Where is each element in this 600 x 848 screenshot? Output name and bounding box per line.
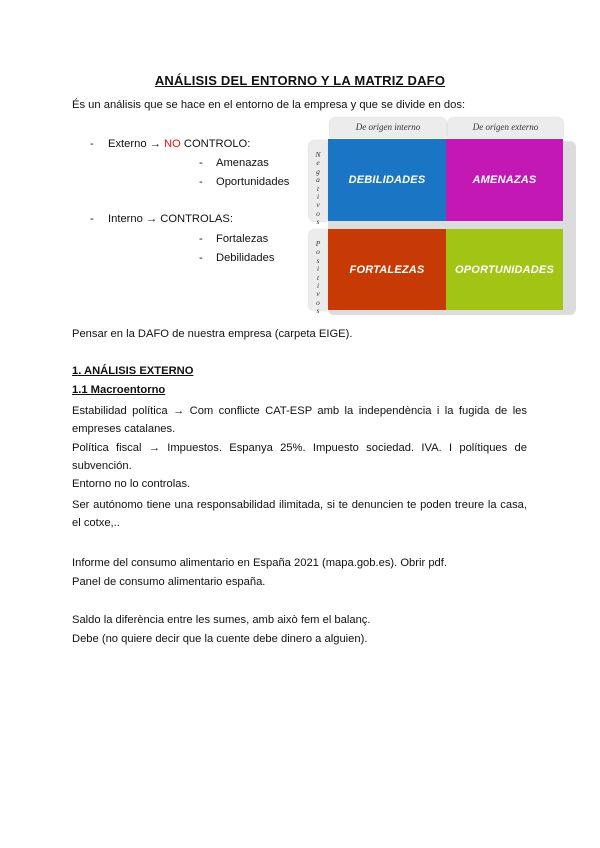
paragraph-saldo: Saldo la diferència entre les sumes, amb això fem el balanç.: [72, 614, 371, 626]
paragraph-panel: Panel de consumo alimentario españa.: [72, 576, 266, 588]
dafo-row-header-negative: [309, 141, 327, 227]
list-bullet-externo: -: [90, 138, 94, 150]
list-item-oportunidades: Oportunidades: [216, 176, 290, 188]
dafo-cell-oportunidades: OPORTUNIDADES: [446, 229, 563, 310]
section-heading: 1. ANÁLISIS EXTERNO: [72, 365, 194, 377]
list-item-debilidades: Debilidades: [216, 252, 275, 264]
paragraph-debe: Debe (no quiere decir que la cuente debe dinero a alguien).: [72, 633, 368, 645]
dafo-cell-amenazas: AMENAZAS: [446, 139, 563, 221]
externo-highlight: NO: [163, 138, 181, 150]
dafo-cell-fortalezas: FORTALEZAS: [328, 229, 446, 310]
list-bullet: -: [199, 176, 203, 188]
list-bullet: -: [199, 233, 203, 245]
paragraph-autonomo: Ser autónomo tiene una responsabilidad ilimitada, si te denuncien te poden treure la casa, el cotxe,..: [72, 499, 527, 529]
dafo-matrix: [306, 115, 576, 315]
pensar-text: Pensar en la DAFO de nuestra empresa (carpeta EIGE).: [72, 328, 353, 340]
subsection-heading: 1.1 Macroentorno: [72, 384, 166, 396]
list-bullet-interno: -: [90, 213, 94, 225]
intro-text: És un análisis que se hace en el entorno de la empresa y que se divide en dos:: [72, 99, 466, 111]
dafo-col-header-internal: De origen interno: [330, 118, 446, 137]
dafo-row-header-positive: [309, 230, 327, 316]
paragraph-estabilidad: Estabilidad política → Com conflicte CAT-ESP amb la independència i la fugida de les empreses catalanes.: [72, 405, 527, 435]
page-title: ANÁLISIS DEL ENTORNO Y LA MATRIZ DAFO: [154, 73, 446, 88]
dafo-cell-debilidades: DEBILIDADES: [328, 139, 446, 221]
list-bullet: -: [199, 252, 203, 264]
dafo-row-label-negativos: N e g a t i v o s: [315, 150, 321, 227]
paragraph-fiscal: Política fiscal → Impuestos. Espanya 25%. Impuesto sociedad. IVA. I polítiques de subvención.: [72, 442, 527, 472]
list-bullet: -: [199, 157, 203, 169]
dafo-row-label-positivos: P o s i t i v o s: [315, 239, 321, 316]
paragraph-informe: Informe del consumo alimentario en España 2021 (mapa.gob.es). Obrir pdf.: [72, 557, 447, 569]
dafo-col-header-external: De origen externo: [448, 118, 563, 137]
list-item-fortalezas: Fortalezas: [216, 233, 269, 245]
list-item-amenazas: Amenazas: [216, 157, 269, 169]
paragraph-entorno: Entorno no lo controlas.: [72, 478, 191, 490]
interno-label: Interno → CONTROLAS:: [108, 213, 233, 225]
externo-suffix: CONTROLO:: [180, 138, 251, 150]
externo-prefix: Externo →: [108, 138, 161, 150]
externo-label: [108, 137, 250, 151]
